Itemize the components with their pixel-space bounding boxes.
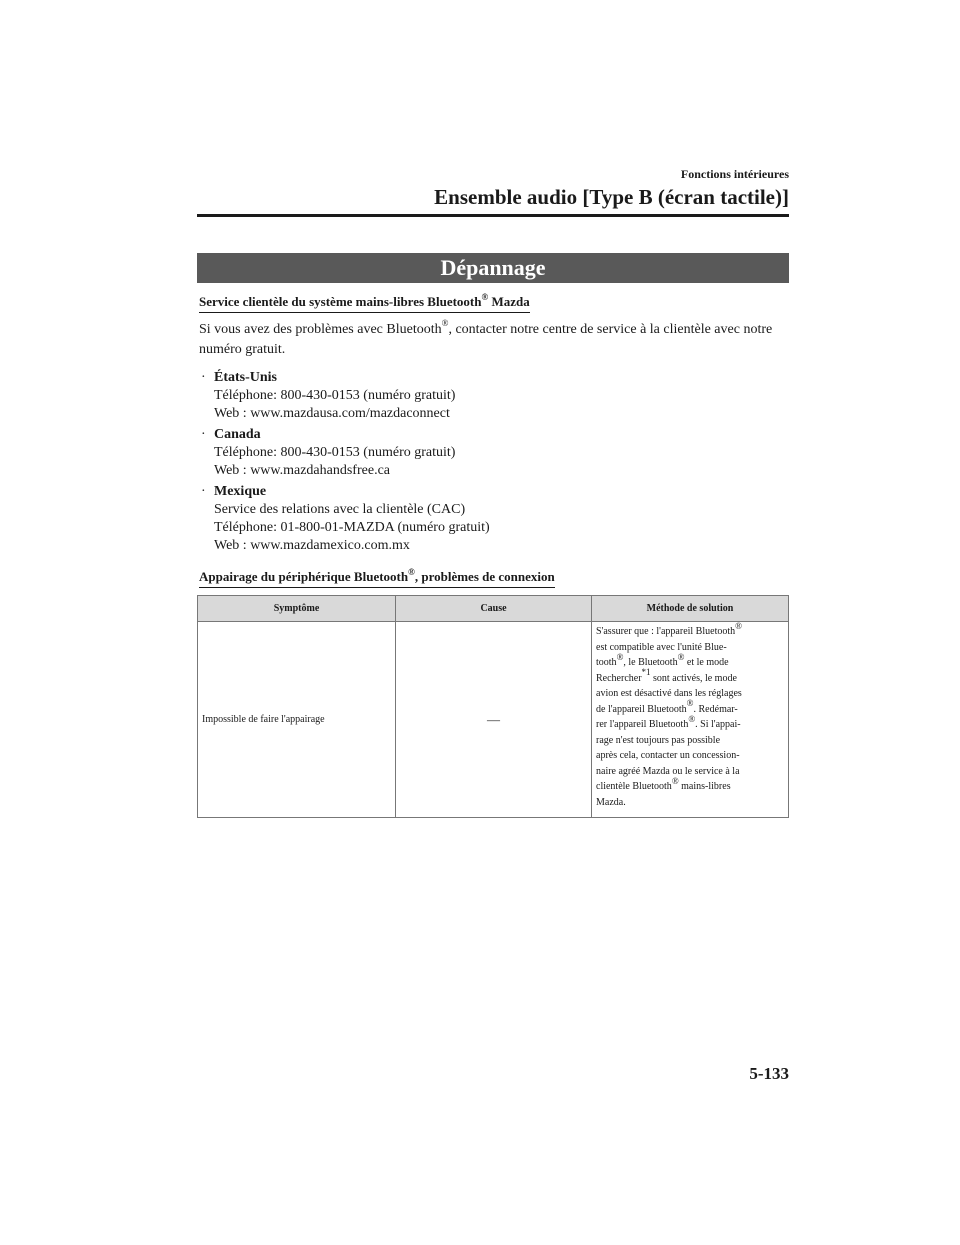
chapter-title: Ensemble audio [Type B (écran tactile)] [434, 185, 789, 209]
solution-line: naire agréé Mazda ou le service à la [596, 765, 740, 777]
troubleshooting-banner [197, 253, 789, 283]
solution-line: tooth®, le Bluetooth® et le mode [596, 651, 729, 668]
solution-line: est compatible avec l'unité Blue- [596, 641, 727, 653]
banner-title: Dépannage [440, 255, 546, 280]
region-name: Canada [214, 427, 261, 442]
column-header-symptom: Symptôme [198, 596, 395, 622]
section-label: Fonctions intérieures [680, 167, 789, 181]
service-heading: Service clientèle du système mains-libres Bluetooth® Mazda [199, 294, 530, 313]
solution-line: rer l'appareil Bluetooth®. Si l'appai- [596, 713, 741, 730]
solution-line: S'assurer que : l'appareil Bluetooth® [596, 620, 742, 637]
service-intro: Si vous avez des problèmes avec Bluetooth®, contacter notre centre de service à la clientèle avec notre numéro gratuit. [199, 318, 773, 357]
region-web: Web : www.mazdausa.com/mazdaconnect [214, 406, 450, 421]
table-cell-solution [591, 622, 788, 817]
header-rule [197, 214, 789, 217]
solution-line: après cela, contacter un concession- [596, 750, 740, 761]
region-name: Mexique [214, 484, 267, 499]
region-name: États-Unis [214, 370, 278, 385]
solution-line: avion est désactivé dans les réglages [596, 688, 742, 699]
region-phone: Téléphone: 01-800-01-MAZDA (numéro gratuit) [214, 520, 490, 535]
solution-line: rage n'est toujours pas possible [596, 734, 721, 746]
region-phone: Téléphone: 800-430-0153 (numéro gratuit) [214, 445, 456, 460]
region-web: Web : www.mazdahandsfree.ca [214, 463, 390, 478]
region-phone: Téléphone: 800-430-0153 (numéro gratuit) [214, 388, 456, 403]
bullet-icon: · [201, 370, 206, 385]
solution-line: Rechercher$^{*1}$ sont activés, le mode [596, 667, 737, 684]
column-header-cause: Cause [395, 596, 591, 622]
pairing-heading: Appairage du périphérique Bluetooth®, problèmes de connexion [199, 569, 555, 588]
solution-line: Mazda. [596, 796, 626, 808]
table-cell-cause: — [395, 622, 591, 817]
region-canada [201, 426, 455, 480]
page-number: 5-133 [749, 1064, 789, 1083]
solution-line: de l'appareil Bluetooth®. Redémar- [596, 698, 738, 715]
region-mexico [201, 483, 490, 555]
region-service: Service des relations avec la clientèle (CAC) [214, 502, 466, 517]
solution-line: clientèle Bluetooth® mains-libres [596, 775, 731, 792]
table-cell-symptom: Impossible de faire l'appairage [202, 714, 325, 725]
column-header-solution: Méthode de solution [591, 596, 788, 622]
region-web: Web : www.mazdamexico.com.mx [214, 538, 410, 553]
region-usa [201, 369, 455, 423]
bullet-icon: · [201, 484, 206, 499]
troubleshooting-table [197, 595, 789, 818]
bullet-icon: · [201, 427, 206, 442]
